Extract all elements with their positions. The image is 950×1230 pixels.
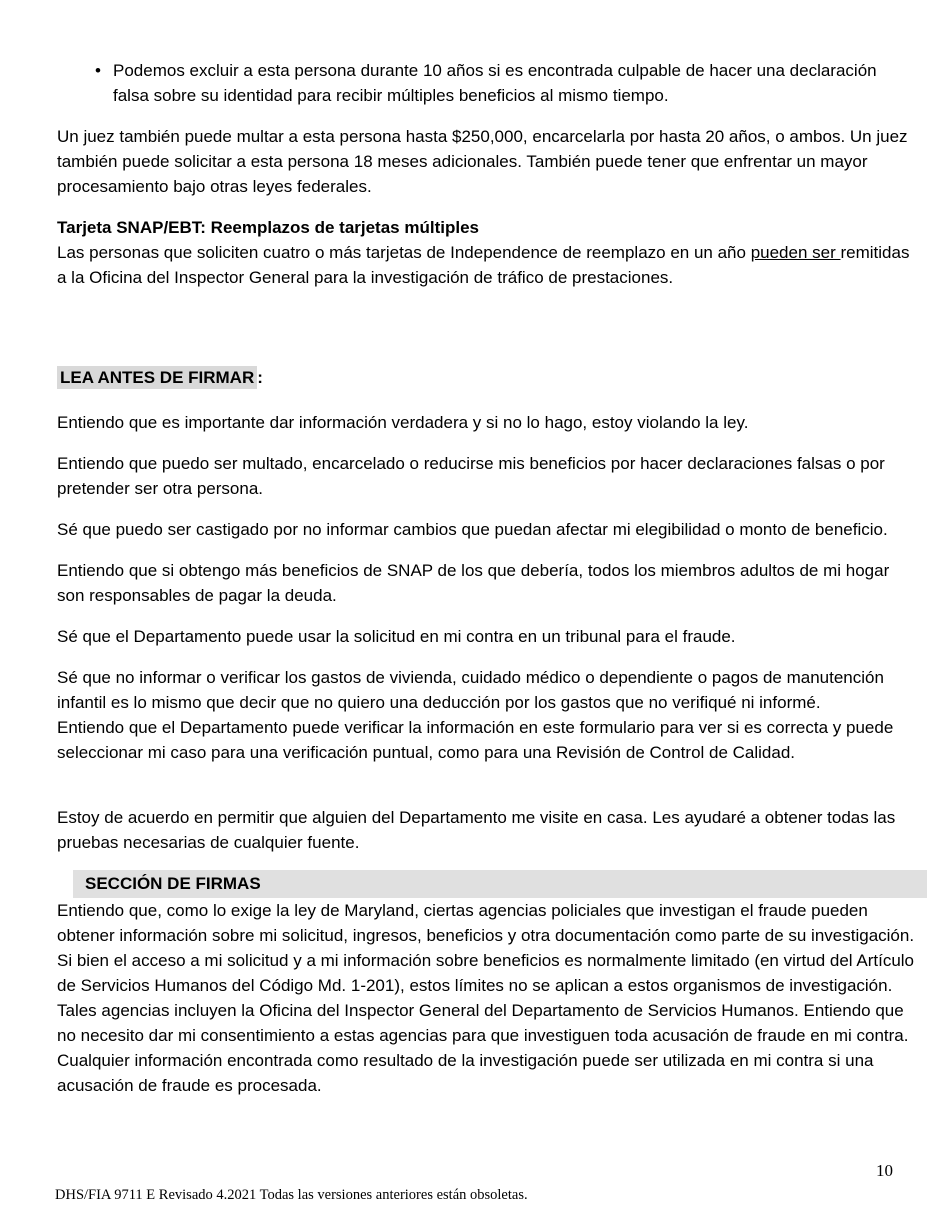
signature-section-paragraph: Entiendo que, como lo exige la ley de Maryland, ciertas agencias policiales que investigan el fraude pueden obtener información sobre mi solicitud, ingresos, beneficios y otra documentación como parte de su investigación. Si bien el acceso a mi solicitud y a mi información sobre beneficios es normalmente limitado (en virtud del Artículo de Servicios Humanos del Código Md. 1-201), estos límites no se aplican a estos organismos de investigación. Tales agencias incluyen la Oficina del Inspector General del Departamento de Servicios Humanos. Entiendo que no necesito dar mi consentimiento a estas agencias para que investiguen toda acusación de fraude en mi contra. Cualquier información encontrada como resultado de la investigación puede ser utilizada en mi contra si una acusación de fraude es procesada. — [57, 901, 915, 1095]
page-number: 10 — [876, 1161, 893, 1180]
snap-card-text-underlined: pueden ser — [750, 243, 841, 262]
read-before-signing-heading: LEA ANTES DE FIRMAR — [57, 366, 257, 389]
statement-paragraph: Entiendo que puedo ser multado, encarcelado o reducirse mis beneficios por hacer declaraciones falsas o por pretender ser otra persona. — [57, 454, 885, 498]
form-revision-footer: DHS/FIA 9711 E Revisado 4.2021 Todas las versiones anteriores están obsoletas. — [55, 1187, 528, 1203]
statement-paragraph: Estoy de acuerdo en permitir que alguien del Departamento me visite en casa. Les ayudaré a obtener todas las pruebas necesarias de cualquier fuente. — [57, 808, 896, 852]
statement-paragraph: Entiendo que es importante dar información verdadera y si no lo hago, estoy violando la ley. — [57, 413, 749, 432]
snap-card-text-after: remitidas a la Oficina del Inspector General para la investigación de tráfico de prestaciones. — [57, 243, 910, 287]
statement-paragraph: Sé que el Departamento puede usar la solicitud en mi contra en un tribunal para el fraude. — [57, 627, 736, 646]
bullet-list-item — [57, 58, 916, 108]
statement-paragraph: Sé que puedo ser castigado por no informar cambios que puedan afectar mi elegibilidad o monto de beneficio. — [57, 520, 888, 539]
signature-section-heading: SECCIÓN DE FIRMAS — [73, 870, 927, 898]
bullet-icon: • — [95, 61, 101, 80]
snap-card-heading: Tarjeta SNAP/EBT: Reemplazos de tarjetas múltiples — [57, 218, 479, 237]
statement-paragraph: Entiendo que si obtengo más beneficios de SNAP de los que debería, todos los miembros adultos de mi hogar son responsables de pagar la deuda. — [57, 561, 890, 605]
statement-paragraph: Sé que no informar o verificar los gastos de vivienda, cuidado médico o dependiente o pagos de manutención infantil es lo mismo que decir que no quiero una deducción por los gastos que no verifiqué ni informé. — [57, 668, 884, 712]
read-before-signing-heading-colon: : — [257, 368, 263, 387]
judge-penalty-paragraph: Un juez también puede multar a esta persona hasta $250,000, encarcelarla por hasta 20 años, o ambos. Un juez también puede solicitar a esta persona 18 meses adicionales. También puede tener que enfrentar un mayor procesamiento bajo otras leyes federales. — [57, 127, 908, 196]
snap-card-paragraph — [57, 240, 916, 290]
bullet-text: Podemos excluir a esta persona durante 10 años si es encontrada culpable de hacer una declaración falsa sobre su identidad para recibir múltiples beneficios al mismo tiempo. — [113, 61, 877, 105]
snap-card-text-before: Las personas que soliciten cuatro o más tarjetas de Independence de reemplazo en un año — [57, 243, 751, 262]
statement-paragraph: Entiendo que el Departamento puede verificar la información en este formulario para ver si es correcta y puede seleccionar mi caso para una verificación puntual, como para una Revisión de Control de Calidad. — [57, 718, 894, 762]
read-before-signing-heading-row — [57, 365, 916, 390]
